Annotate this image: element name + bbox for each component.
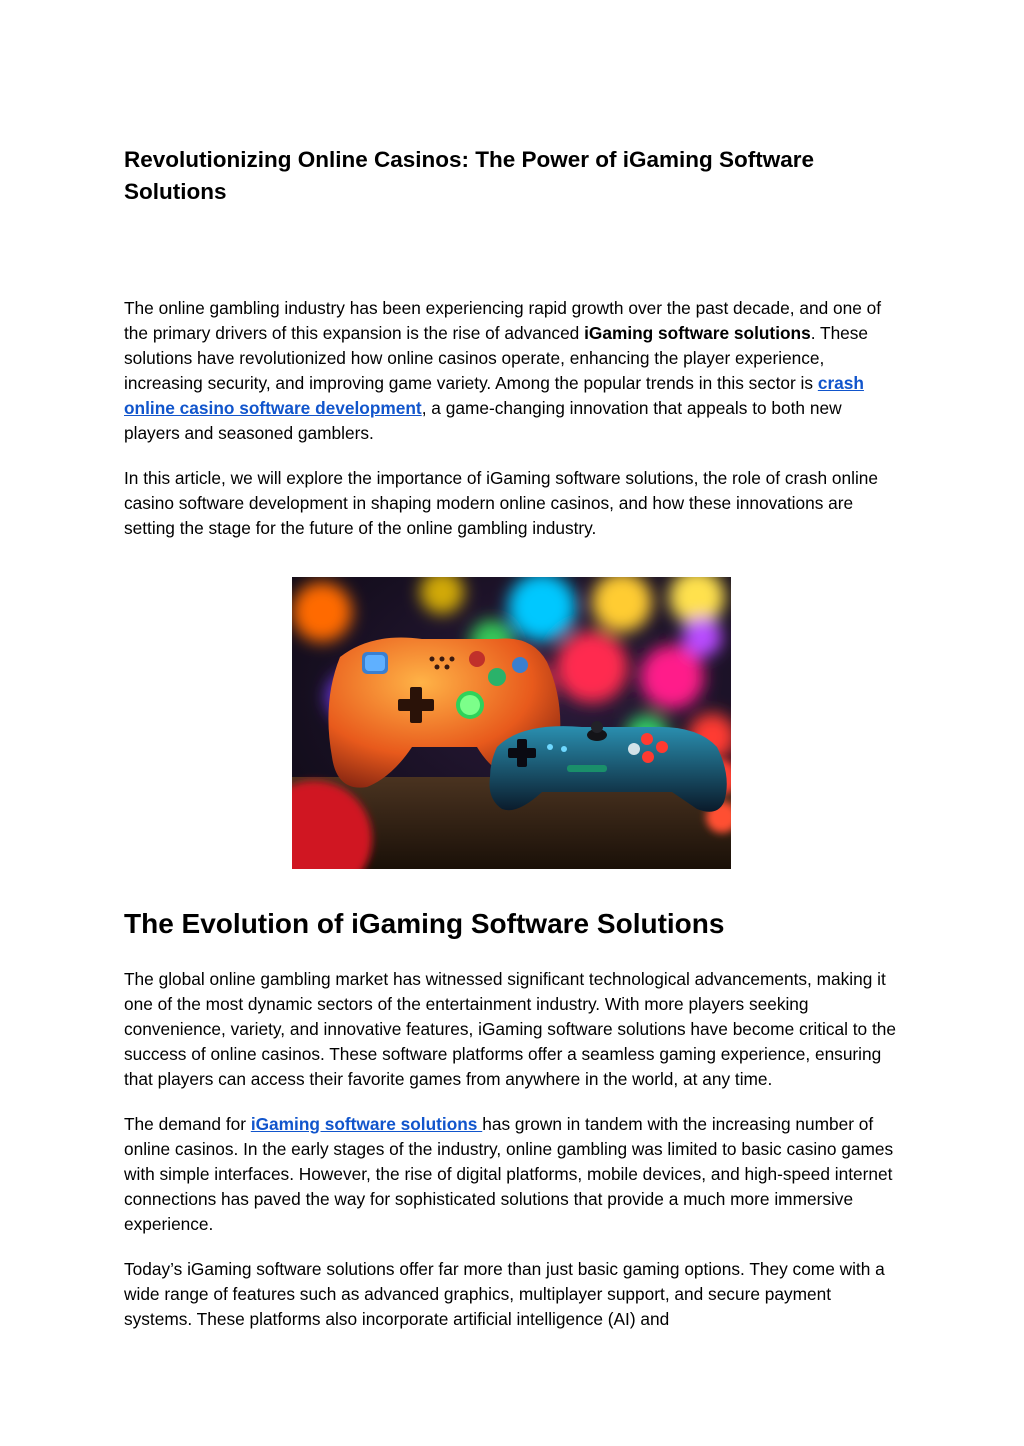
intro-paragraph-1 [124,296,900,446]
intro-text-2: . These solutions have revolutionized how online casinos operate, enhancing the player experience, increasing security, and improving game variety. Among the popular trends in this sector is [124,323,869,393]
igaming-solutions-link[interactable]: iGaming software solutions [250,1114,483,1134]
intro-paragraph-2: In this article, we will explore the importance of iGaming software solutions, the role of crash online casino software development in shaping modern online casinos, and how these innovations are setting the stage for the future of the online gambling industry. [124,468,879,538]
intro-text-3: , a game-changing innovation that appeals to both new players and seasoned gamblers. [124,398,842,443]
game-controllers-image [292,577,731,869]
document-title: Revolutionizing Online Casinos: The Power of iGaming Software Solutions [124,147,815,204]
game-controllers-illustration [292,577,731,869]
intro-bold-term: iGaming software solutions [584,323,811,343]
section-paragraph-3: Today’s iGaming software solutions offer far more than just basic gaming options. They come with a wide range of features such as advanced graphics, multiplayer support, and secure payment systems. These platforms also incorporate artificial intelligence (AI) and [124,1259,885,1329]
document-content [124,144,900,1332]
section-paragraph-2 [124,1112,900,1237]
crash-casino-link[interactable]: crash online casino software development [124,373,864,418]
section-heading: The Evolution of iGaming Software Solutions [124,908,725,939]
section-p2-text-2: has grown in tandem with the increasing number of online casinos. In the early stages of the industry, online gambling was limited to basic casino games with simple interfaces. However, the rise of digital platforms, mobile devices, and high-speed internet connections has paved the way for sophisticated solutions that provide a much more immersive experience. [124,1114,894,1234]
section-paragraph-1: The global online gambling market has witnessed significant technological advancements, making it one of the most dynamic sectors of the entertainment industry. With more players seeking convenience, variety, and innovative features, iGaming software solutions have become critical to the success of online casinos. These software platforms offer a seamless gaming experience, ensuring that players can access their favorite games from anywhere in the world, at any time. [124,969,896,1089]
intro-text-1: The online gambling industry has been experiencing rapid growth over the past decade, and one of the primary drivers of this expansion is the rise of advanced [124,298,882,343]
section-p2-text-1: The demand for [124,1114,251,1134]
